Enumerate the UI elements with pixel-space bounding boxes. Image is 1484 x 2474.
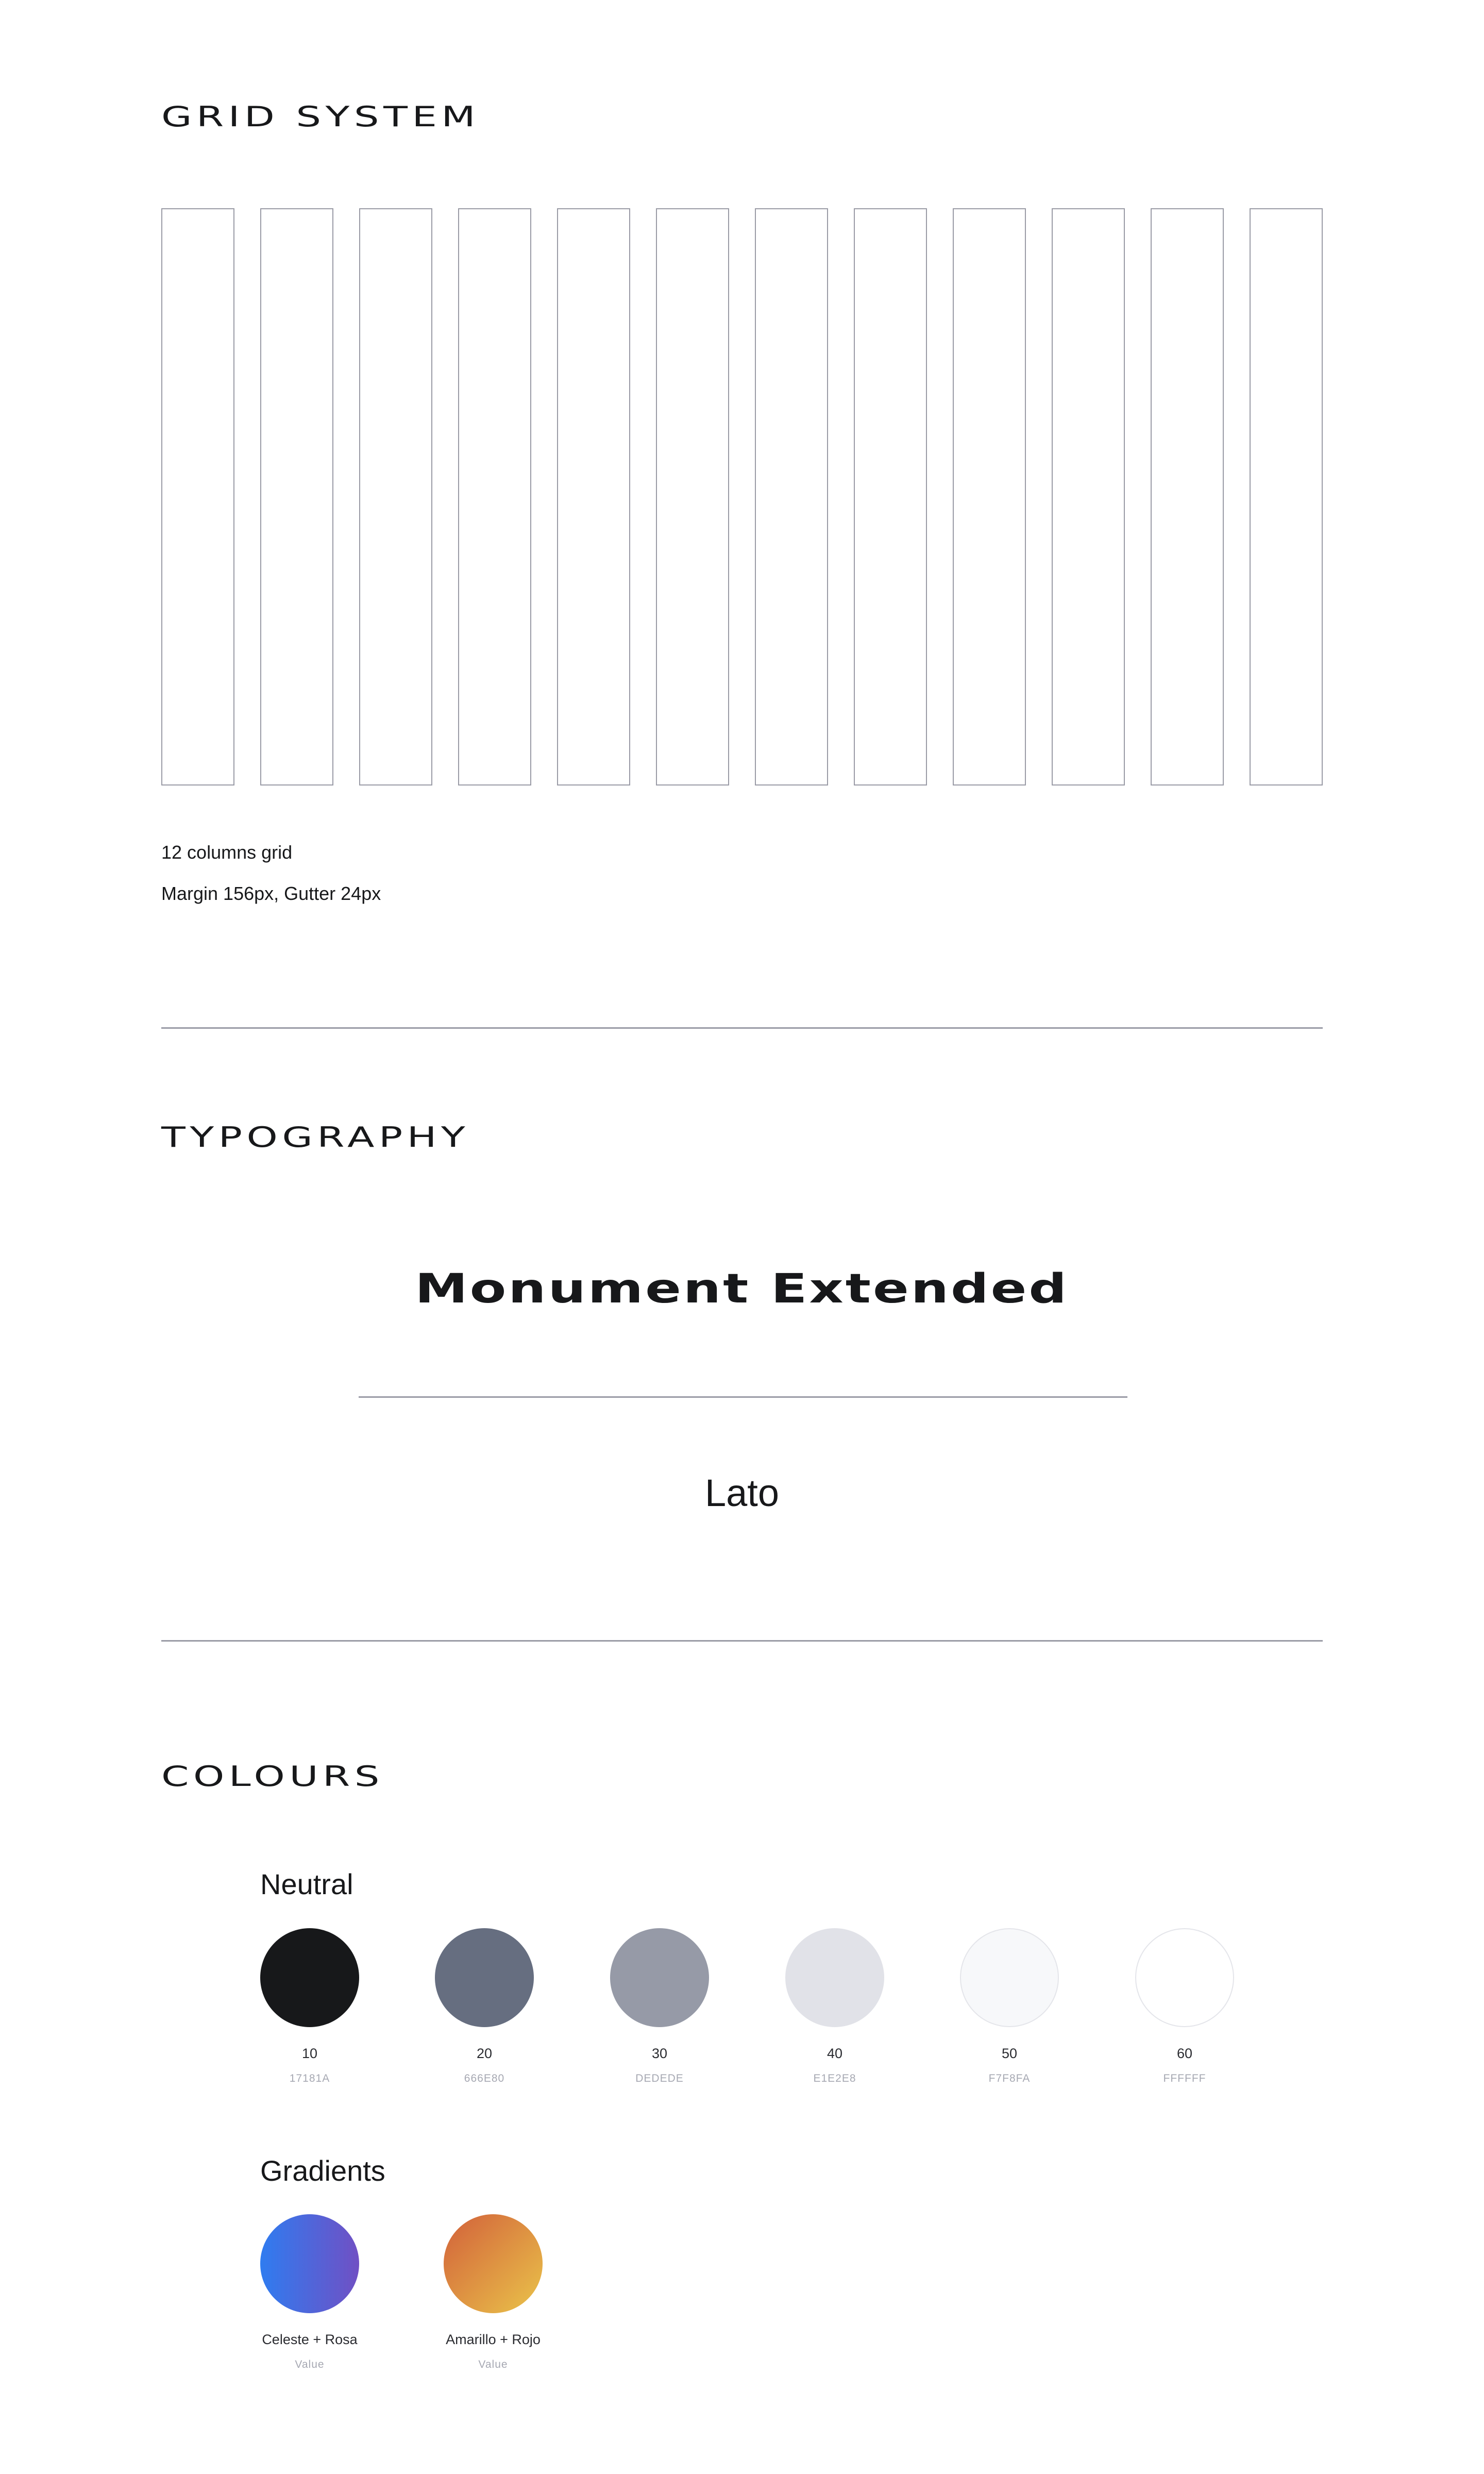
neutral-group-title: Neutral	[260, 1868, 353, 1900]
grid-columns-caption: 12 columns grid	[161, 842, 293, 863]
grid-column	[359, 208, 432, 785]
swatch-name: 60	[1176, 2046, 1193, 2061]
neutral-swatch-10	[260, 1928, 359, 2084]
swatch-name: 10	[301, 2046, 318, 2061]
gradient-swatch-celeste-rosa	[260, 2214, 359, 2370]
color-circle	[785, 1928, 884, 2027]
color-circle	[610, 1928, 709, 2027]
gradient-swatch-amarillo-rojo	[444, 2214, 543, 2370]
grid-column	[854, 208, 927, 785]
swatch-hex: FFFFFF	[1163, 2072, 1206, 2084]
gradient-circle	[444, 2214, 543, 2313]
color-circle	[960, 1928, 1059, 2027]
grid-column	[1250, 208, 1323, 785]
grid-column	[458, 208, 531, 785]
font-name-monument: Monument Extended	[415, 1266, 1069, 1312]
font-sample-lato: Lato	[704, 1472, 780, 1514]
colours-title: COLOURS	[161, 1760, 384, 1793]
grid-column	[755, 208, 828, 785]
section-divider	[161, 1027, 1323, 1029]
grid-column	[953, 208, 1026, 785]
grid-column	[1151, 208, 1224, 785]
swatch-name: Amarillo + Rojo	[446, 2332, 541, 2347]
section-divider	[161, 1640, 1323, 1642]
swatch-name: 20	[476, 2046, 493, 2061]
swatch-hex: F7F8FA	[988, 2072, 1031, 2084]
color-circle	[260, 1928, 359, 2027]
swatch-name: 40	[827, 2046, 843, 2061]
swatch-hex: 666E80	[464, 2072, 505, 2084]
swatch-name: 30	[651, 2046, 668, 2061]
neutral-swatch-50	[960, 1928, 1059, 2084]
grid-column	[161, 208, 234, 785]
font-divider	[359, 1396, 1127, 1398]
swatch-hex: 17181A	[289, 2072, 330, 2084]
gradients-group-title: Gradients	[260, 2154, 385, 2187]
grid-spacing-caption: Margin 156px, Gutter 24px	[161, 883, 381, 904]
grid-column	[1052, 208, 1125, 785]
font-sample-monument	[0, 1266, 1484, 1312]
swatch-hex: DEDEDE	[635, 2072, 684, 2084]
swatch-value: Value	[295, 2359, 325, 2370]
color-circle	[435, 1928, 534, 2027]
neutral-swatch-60	[1135, 1928, 1234, 2084]
swatch-name: 50	[1001, 2046, 1018, 2061]
grid-column	[260, 208, 333, 785]
color-circle	[1135, 1928, 1234, 2027]
neutral-swatch-20	[435, 1928, 534, 2084]
neutral-swatch-30	[610, 1928, 709, 2084]
grid-system-title: GRID SYSTEM	[161, 101, 480, 133]
typography-title: TYPOGRAPHY	[161, 1121, 470, 1154]
grid-column	[656, 208, 729, 785]
column-grid	[161, 208, 1323, 785]
swatch-value: Value	[478, 2359, 508, 2370]
neutral-swatch-40	[785, 1928, 884, 2084]
swatch-name: Celeste + Rosa	[262, 2332, 358, 2347]
gradient-circle	[260, 2214, 359, 2313]
swatch-hex: E1E2E8	[813, 2072, 856, 2084]
grid-column	[557, 208, 630, 785]
